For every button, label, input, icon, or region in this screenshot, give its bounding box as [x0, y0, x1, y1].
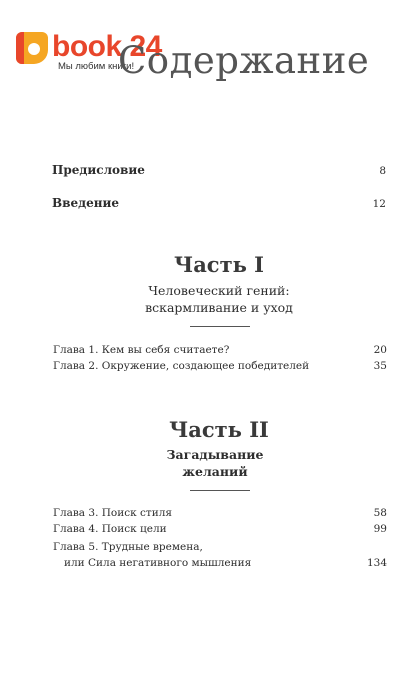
toc-chapter-label: Глава 2. Окружение, создающее победителей	[53, 360, 310, 372]
part-2-subtitle-line-2: желаний	[182, 464, 248, 479]
part-1-heading: Часть I	[174, 252, 264, 277]
toc-chapter-label: Глава 3. Поиск стиля	[53, 507, 172, 519]
toc-chapter-page: 99	[373, 523, 387, 535]
part-2-heading: Часть II	[169, 417, 269, 442]
part-1-subtitle-line-1: Человеческий гений:	[148, 283, 290, 298]
logo-wordmark: book 24	[52, 30, 162, 63]
part-2-subtitle-line-1: Загадывание	[166, 447, 264, 462]
logo-tagline: Мы любим книги!	[58, 61, 135, 72]
toc-chapter-label: Глава 1. Кем вы себя считаете?	[53, 344, 230, 356]
toc-chapter-page: 35	[373, 360, 387, 372]
toc-chapter-page: 58	[373, 507, 387, 519]
part-2-divider	[190, 490, 250, 491]
toc-entry-introduction[interactable]	[52, 196, 386, 210]
toc-entry-label: Введение	[52, 196, 120, 210]
toc-chapter-page: 20	[373, 344, 387, 356]
toc-entry-page: 8	[379, 165, 386, 177]
part-1-subtitle-line-2: вскармливание и уход	[145, 300, 293, 315]
toc-entry-preface[interactable]	[52, 163, 386, 177]
toc-chapter-3[interactable]	[53, 507, 387, 519]
toc-chapter-label: или Сила негативного мышления	[64, 557, 252, 569]
part-1-divider	[190, 326, 250, 327]
logo-b-stripe	[16, 32, 24, 64]
toc-chapter-label: Глава 4. Поиск цели	[53, 523, 167, 535]
toc-entry-label: Предисловие	[52, 163, 145, 177]
toc-chapter-2[interactable]	[53, 360, 387, 372]
toc-chapter-5[interactable]	[53, 541, 387, 553]
toc-chapter-label: Глава 5. Трудные времена,	[53, 541, 203, 553]
page-title: Содержание	[118, 39, 370, 82]
toc-chapter-1[interactable]	[53, 344, 387, 356]
toc-entry-page: 12	[372, 198, 386, 210]
toc-chapter-4[interactable]	[53, 523, 387, 535]
toc-chapter-5-continued[interactable]	[64, 557, 387, 569]
toc-chapter-page: 134	[366, 557, 387, 569]
